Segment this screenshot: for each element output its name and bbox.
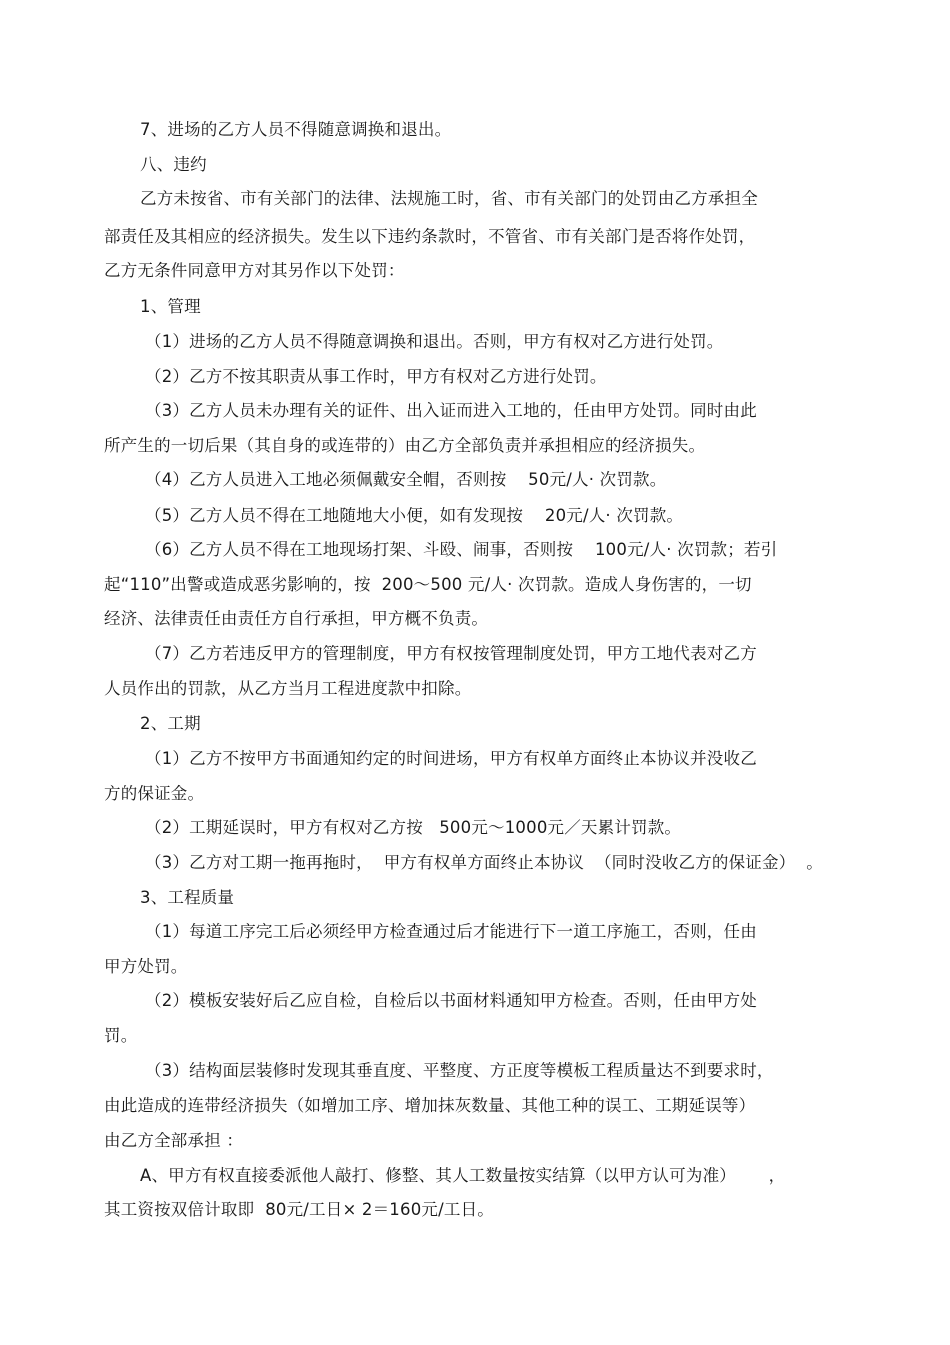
subsection-schedule-heading: 2、工期 xyxy=(140,714,201,733)
list-item-continuation: 甲方处罚。 xyxy=(104,957,188,976)
paragraph-line: 部责任及其相应的经济损失。发生以下违约条款时，不管省、市有关部门是否将作处罚， xyxy=(104,227,756,246)
list-item-continuation: 方的保证金。 xyxy=(104,784,205,803)
subsection-management-heading: 1、管理 xyxy=(140,297,201,316)
list-item-continuation: 所产生的一切后果（其自身的或连带的）由乙方全部负责并承担相应的经济损失。 xyxy=(104,436,706,455)
list-item: （1）每道工序完工后必须经甲方检查通过后才能进行下一道工序施工，否则，任由 xyxy=(145,922,757,941)
section-8-heading: 八、违约 xyxy=(140,155,207,174)
list-item: （3）乙方对工期一拖再拖时， 甲方有权单方面终止本协议 （同时没收乙方的保证金） 。 xyxy=(145,853,823,872)
list-item: （5）乙方人员不得在工地随地大小便，如有发现按 20元/人· 次罚款。 xyxy=(145,506,684,525)
list-item-continuation: 由乙方全部承担 ： xyxy=(104,1131,244,1150)
list-item: （1）进场的乙方人员不得随意调换和退出。否则，甲方有权对乙方进行处罚。 xyxy=(145,332,724,351)
list-item: （3）结构面层装修时发现其垂直度、平整度、方正度等模板工程质量达不到要求时， xyxy=(145,1061,774,1080)
paragraph-line: 乙方未按省、市有关部门的法律、法规施工时，省、市有关部门的处罚由乙方承担全 xyxy=(140,189,758,208)
list-item: （2）乙方不按其职责从事工作时，甲方有权对乙方进行处罚。 xyxy=(145,367,607,386)
list-item-continuation: 人员作出的罚款，从乙方当月工程进度款中扣除。 xyxy=(104,679,472,698)
list-item: （2）模板安装好后乙应自检，自检后以书面材料通知甲方检查。否则，任由甲方处 xyxy=(145,991,757,1010)
list-item-continuation: 其工资按双倍计取即 80元/工日× 2＝160元/工日。 xyxy=(104,1200,494,1219)
list-item: （4）乙方人员进入工地必须佩戴安全帽，否则按 50元/人· 次罚款。 xyxy=(145,470,667,489)
list-item-continuation: 起“110”出警或造成恶劣影响的，按 200～500 元/人· 次罚款。造成人身伤害的，一切 xyxy=(104,575,752,594)
list-item: （6）乙方人员不得在工地现场打架、斗殴、闹事，否则按 100元/人· 次罚款；若引 xyxy=(145,540,778,559)
list-item: A、甲方有权直接委派他人敲打、修整、其人工数量按实结算（以甲方认可为准） ， xyxy=(140,1166,786,1185)
list-item: （3）乙方人员未办理有关的证件、出入证而进入工地的，任由甲方处罚。同时由此 xyxy=(145,401,757,420)
subsection-quality-heading: 3、工程质量 xyxy=(140,888,235,907)
paragraph-line: 乙方无条件同意甲方对其另作以下处罚： xyxy=(104,261,405,280)
list-item: （7）乙方若违反甲方的管理制度，甲方有权按管理制度处罚，甲方工地代表对乙方 xyxy=(145,644,757,663)
list-item-continuation: 经济、法律责任由责任方自行承担，甲方概不负责。 xyxy=(104,609,489,628)
list-item: （2）工期延误时，甲方有权对乙方按 500元～1000元／天累计罚款。 xyxy=(145,818,682,837)
list-item: （1）乙方不按甲方书面通知约定的时间进场，甲方有权单方面终止本协议并没收乙 xyxy=(145,749,757,768)
clause-7-line: 7、进场的乙方人员不得随意调换和退出。 xyxy=(140,120,452,139)
list-item-continuation: 由此造成的连带经济损失（如增加工序、增加抹灰数量、其他工种的误工、工期延误等） xyxy=(104,1096,756,1115)
list-item-continuation: 罚。 xyxy=(104,1026,138,1045)
